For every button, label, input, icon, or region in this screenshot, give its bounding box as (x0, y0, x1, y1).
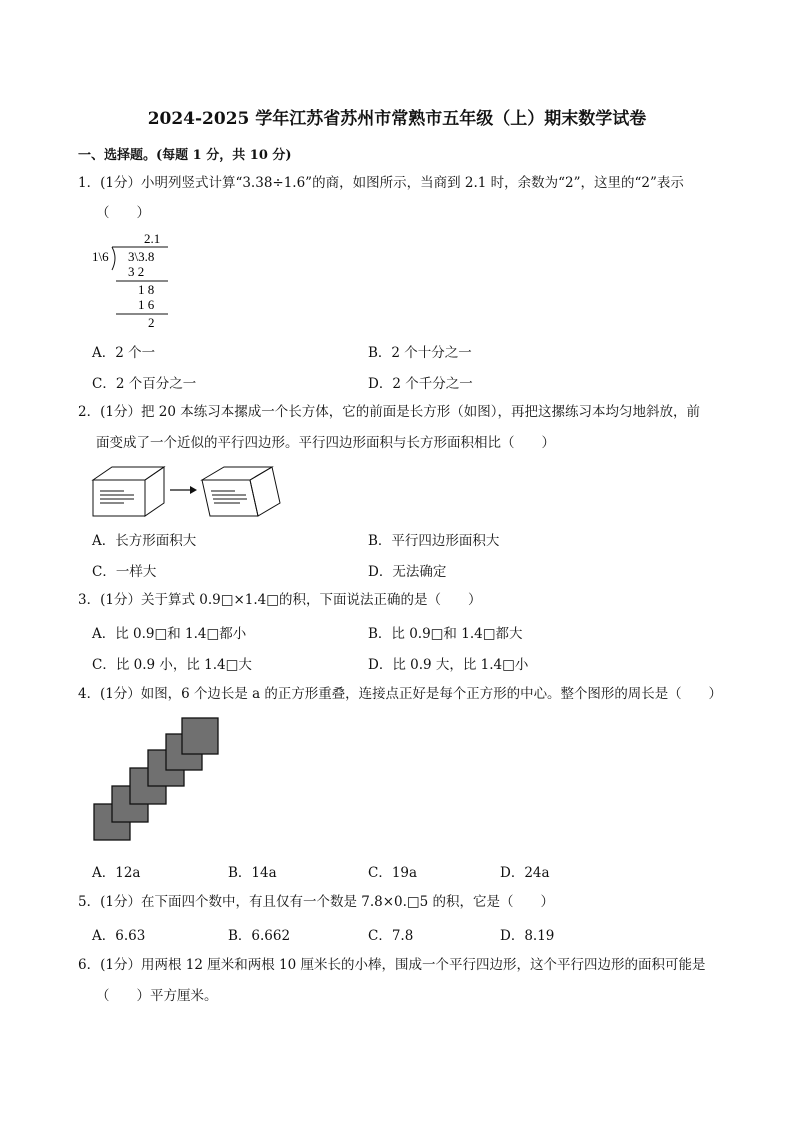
division-step1: 3 2 (128, 264, 145, 279)
notebook-stack-figure (90, 462, 300, 522)
option-2b[interactable]: B．平行四边形面积大 (368, 533, 500, 549)
question-2-text-line1: 2．(1分）把 20 本练习本摞成一个长方体，它的前面是长方形（如图），再把这摞练习本均匀地斜放，前 (78, 404, 700, 420)
question-6-text-line1: 6．(1分）用两根 12 厘米和两根 10 厘米长的小棒，围成一个平行四边形，这个平行四边形的面积可能是 (78, 957, 706, 973)
option-2d[interactable]: D．无法确定 (368, 564, 447, 580)
division-quotient: 2.1 (144, 231, 161, 246)
option-3d[interactable]: D．比 0.9 大，比 1.4□小 (368, 657, 529, 673)
division-dividend: 3\3.8 (128, 249, 155, 264)
division-divisor: 1\6 (92, 249, 109, 264)
option-3c[interactable]: C．比 0.9 小，比 1.4□大 (92, 657, 252, 673)
question-6-text-line2: （ ）平方厘米。 (96, 988, 218, 1004)
page-title: 2024-2025 学年江苏省苏州市常熟市五年级（上）期末数学试卷 (147, 109, 647, 129)
option-3b[interactable]: B．比 0.9□和 1.4□都大 (368, 626, 523, 642)
option-5c[interactable]: C．7.8 (368, 928, 414, 944)
option-1d[interactable]: D．2 个千分之一 (368, 376, 473, 392)
option-4b[interactable]: B．14a (228, 865, 277, 881)
question-1-text-line2: （ ） (96, 205, 150, 221)
division-remainder: 2 (148, 315, 155, 330)
option-4a[interactable]: A．12a (92, 865, 141, 881)
question-3-text: 3．(1分）关于算式 0.9□×1.4□的积，下面说法正确的是（ ） (78, 592, 482, 608)
question-5-text: 5．(1分）在下面四个数中，有且仅有一个数是 7.8×0.□5 的积，它是（ ） (78, 894, 555, 910)
section-title: 一、选择题。(每题 1 分，共 10 分) (78, 148, 292, 163)
option-1c[interactable]: C．2 个百分之一 (92, 376, 197, 392)
overlapping-squares-figure (92, 716, 222, 846)
option-2c[interactable]: C．一样大 (92, 564, 157, 580)
division-step3: 1 6 (138, 297, 155, 312)
option-3a[interactable]: A．比 0.9□和 1.4□都小 (92, 626, 247, 642)
question-2-text-line2: 面变成了一个近似的平行四边形。平行四边形面积与长方形面积相比（ ） (96, 435, 555, 451)
option-5b[interactable]: B．6.662 (228, 928, 291, 944)
option-4c[interactable]: C．19a (368, 865, 418, 881)
option-1a[interactable]: A．2 个一 (92, 345, 156, 361)
option-4d[interactable]: D．24a (500, 865, 550, 881)
option-1b[interactable]: B．2 个十分之一 (368, 345, 472, 361)
division-step2: 1 8 (138, 282, 155, 297)
option-5d[interactable]: D．8.19 (500, 928, 555, 944)
long-division-figure (90, 230, 180, 330)
option-2a[interactable]: A．长方形面积大 (92, 533, 197, 549)
arrow-right-icon (170, 486, 197, 494)
question-1-text-line1: 1．(1分）小明列竖式计算“3.38÷1.6”的商，如图所示，当商到 2.1 时，余数为“2”，这里的“2”表示 (78, 175, 684, 191)
option-5a[interactable]: A．6.63 (92, 928, 146, 944)
question-4-text: 4．(1分）如图，6 个边长是 a 的正方形重叠，连接点正好是每个正方形的中心。整个图形的周长是（ ） (78, 686, 723, 702)
